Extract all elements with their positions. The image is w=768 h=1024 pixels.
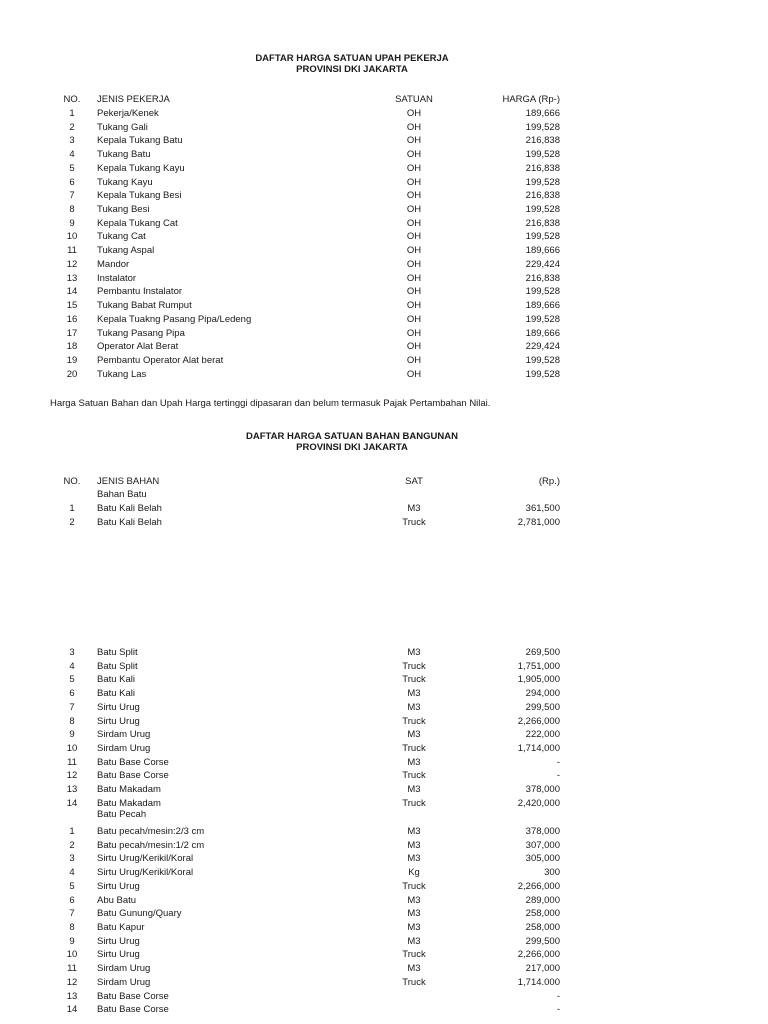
row-name: Instalator <box>97 272 137 284</box>
row-unit: M3 <box>407 963 421 975</box>
table-row <box>0 134 768 148</box>
row-name: Sirtu Urug/Kerikil/Koral <box>97 853 194 865</box>
row-no: 12 <box>66 770 78 782</box>
row-price: - <box>556 990 560 1002</box>
row-name: Sirdam Urug <box>97 976 151 988</box>
row-unit: Truck <box>402 797 426 809</box>
table-row <box>0 839 768 853</box>
group-label-bahan-batu: Bahan Batu <box>97 489 147 500</box>
row-unit: Truck <box>402 674 426 686</box>
section1-title <box>0 53 704 75</box>
row-price: 1,905,000 <box>517 674 560 686</box>
table-row <box>0 701 768 715</box>
row-name: Sirtu Urug <box>97 935 140 947</box>
row-unit: OH <box>406 286 422 298</box>
row-price: 300 <box>544 867 560 879</box>
row-price: 216,838 <box>525 162 560 174</box>
section2-title <box>0 431 704 453</box>
table-row <box>0 769 768 783</box>
row-no: 10 <box>66 949 78 961</box>
table-row <box>0 825 768 839</box>
row-name: Abu Batu <box>97 894 137 906</box>
row-unit: Truck <box>402 880 426 892</box>
section2-title-line2: PROVINSI DKI JAKARTA <box>296 442 408 453</box>
row-no: 5 <box>69 162 75 174</box>
row-unit: M3 <box>407 729 421 741</box>
row-price: 305,000 <box>525 853 560 865</box>
row-no: 18 <box>66 341 78 353</box>
row-price: 1,714.000 <box>517 976 560 988</box>
table-row <box>0 1003 768 1017</box>
row-name: Sirdam Urug <box>97 743 151 755</box>
row-name: Sirtu Urug/Kerikil/Koral <box>97 867 194 879</box>
row-unit: M3 <box>407 853 421 865</box>
row-name: Tukang Babat Rumput <box>97 300 192 312</box>
row-unit: OH <box>406 149 422 161</box>
row-name: Batu pecah/mesin:1/2 cm <box>97 839 205 851</box>
table-row <box>0 990 768 1004</box>
table-row <box>0 354 768 368</box>
row-no: 14 <box>66 286 78 298</box>
row-price: 269,500 <box>525 647 560 658</box>
row-name: Tukang Las <box>97 368 147 380</box>
row-no: 6 <box>69 688 75 700</box>
row-name: Sirdam Urug <box>97 729 151 741</box>
table-row <box>0 230 768 244</box>
row-unit: OH <box>406 121 422 133</box>
row-no: 7 <box>69 701 75 713</box>
header-unit: SATUAN <box>395 94 433 105</box>
row-no: 9 <box>69 935 75 947</box>
header-no: NO. <box>63 94 81 105</box>
row-no: 12 <box>66 976 78 988</box>
row-name: Pembantu Instalator <box>97 286 183 298</box>
row-price: 222,000 <box>525 729 560 741</box>
row-name: Batu Kali Belah <box>97 516 162 528</box>
table-row <box>0 894 768 908</box>
table-row <box>0 299 768 313</box>
row-unit: OH <box>406 354 422 366</box>
table-row <box>0 162 768 176</box>
row-no: 8 <box>69 715 75 727</box>
row-name: Batu Base Corse <box>97 1004 169 1016</box>
row-unit: M3 <box>407 908 421 920</box>
row-no: 3 <box>69 853 75 865</box>
row-no: 8 <box>69 922 75 934</box>
row-price: 199,528 <box>525 176 560 188</box>
table-row <box>0 189 768 203</box>
row-name: Batu Makadam <box>97 784 161 796</box>
table-row <box>0 783 768 797</box>
table-row <box>0 121 768 135</box>
row-name: Operator Alat Berat <box>97 341 179 353</box>
row-price: 216,838 <box>525 190 560 202</box>
table-row <box>0 852 768 866</box>
row-name: Batu Base Corse <box>97 756 169 768</box>
row-price: 189,666 <box>525 108 560 119</box>
row-no: 10 <box>66 231 78 243</box>
row-no: 13 <box>66 784 78 796</box>
section1-title-line1: DAFTAR HARGA SATUAN UPAH PEKERJA <box>255 53 449 64</box>
row-name: Tukang Besi <box>97 204 150 216</box>
row-name: Kepala Tukang Kayu <box>97 162 185 174</box>
table-row <box>0 976 768 990</box>
row-price: 229,424 <box>525 258 560 270</box>
row-no: 6 <box>69 894 75 906</box>
row-name: Kepala Tukang Besi <box>97 190 182 202</box>
section2-title-line1: DAFTAR HARGA SATUAN BAHAN BANGUNAN <box>246 431 458 442</box>
row-price: 294,000 <box>525 688 560 700</box>
row-no: 2 <box>69 516 75 528</box>
table-row <box>0 258 768 272</box>
header-name: JENIS BAHAN <box>97 476 160 487</box>
row-no: 12 <box>66 258 78 270</box>
row-unit: OH <box>406 217 422 229</box>
table-row <box>0 687 768 701</box>
table-row <box>0 646 768 660</box>
row-price: 2,781,000 <box>517 516 560 528</box>
row-name: Mandor <box>97 258 130 270</box>
row-price: 189,666 <box>525 327 560 339</box>
group-label-batu-pecah: Batu Pecah <box>97 809 147 820</box>
row-price: 199,528 <box>525 354 560 366</box>
table-row <box>0 962 768 976</box>
row-price: 2,420,000 <box>517 797 560 809</box>
row-no: 5 <box>69 674 75 686</box>
section1-header <box>0 93 768 107</box>
row-price: 189,666 <box>525 245 560 257</box>
row-price: 299,500 <box>525 701 560 713</box>
row-no: 2 <box>69 839 75 851</box>
row-name: Batu Split <box>97 660 138 672</box>
row-no: 1 <box>69 108 75 119</box>
table-row <box>0 880 768 894</box>
table-row <box>0 935 768 949</box>
row-no: 11 <box>67 963 77 975</box>
table-row <box>0 866 768 880</box>
row-unit: OH <box>406 108 422 119</box>
row-unit: OH <box>406 245 422 257</box>
row-no: 4 <box>69 867 75 879</box>
row-name: Batu pecah/mesin:2/3 cm <box>97 826 205 837</box>
row-name: Tukang Pasang Pipa <box>97 327 185 339</box>
row-unit: OH <box>406 300 422 312</box>
section1-title-line2: PROVINSI DKI JAKARTA <box>296 64 408 75</box>
row-no: 13 <box>66 990 78 1002</box>
row-unit: OH <box>406 176 422 188</box>
row-price: 199,528 <box>525 368 560 380</box>
row-price: 199,528 <box>525 313 560 325</box>
row-price: 229,424 <box>525 341 560 353</box>
row-no: 3 <box>69 647 75 658</box>
row-price: 199,528 <box>525 204 560 216</box>
row-no: 14 <box>66 1004 78 1016</box>
header-price: HARGA (Rp-) <box>502 94 560 105</box>
table-row <box>0 176 768 190</box>
row-no: 7 <box>69 908 75 920</box>
row-no: 11 <box>67 245 77 257</box>
row-unit: M3 <box>407 688 421 700</box>
row-unit: OH <box>406 135 422 147</box>
row-price: 199,528 <box>525 149 560 161</box>
row-name: Tukang Kayu <box>97 176 153 188</box>
row-name: Tukang Cat <box>97 231 146 243</box>
row-name: Sirtu Urug <box>97 701 140 713</box>
row-unit: Truck <box>402 743 426 755</box>
row-unit: M3 <box>407 839 421 851</box>
row-unit: M3 <box>407 784 421 796</box>
row-name: Tukang Gali <box>97 121 148 133</box>
row-price: 199,528 <box>525 286 560 298</box>
table-row <box>0 327 768 341</box>
table-row <box>0 244 768 258</box>
row-price: 189,666 <box>525 300 560 312</box>
table-row <box>0 313 768 327</box>
row-unit: M3 <box>407 701 421 713</box>
header-price: (Rp.) <box>538 476 560 487</box>
row-name: Batu Kapur <box>97 922 145 934</box>
row-price: 258,000 <box>525 922 560 934</box>
row-price: 1,751,000 <box>517 660 560 672</box>
table-row <box>0 148 768 162</box>
row-unit: OH <box>406 272 422 284</box>
row-name: Kepala Tukang Batu <box>97 135 183 147</box>
row-name: Sirtu Urug <box>97 949 140 961</box>
row-unit: OH <box>406 204 422 216</box>
row-price: 361,500 <box>525 503 560 514</box>
section2-header <box>0 475 768 489</box>
row-unit: OH <box>406 341 422 353</box>
row-name: Batu Kali Belah <box>97 503 162 514</box>
row-name: Kepala Tuakng Pasang Pipa/Ledeng <box>97 313 252 325</box>
row-name: Batu Split <box>97 647 138 658</box>
footnote: Harga Satuan Bahan dan Upah Harga tertinggi dipasaran dan belum termasuk Pajak Pertambahan Nilai. <box>50 398 491 409</box>
header-unit: SAT <box>405 476 423 487</box>
row-no: 2 <box>69 121 75 133</box>
row-name: Pekerja/Kenek <box>97 108 159 119</box>
row-no: 17 <box>66 327 78 339</box>
row-name: Batu Base Corse <box>97 770 169 782</box>
row-no: 5 <box>69 880 75 892</box>
row-name: Kepala Tukang Cat <box>97 217 178 229</box>
table-row <box>0 217 768 231</box>
row-price: 216,838 <box>525 217 560 229</box>
row-no: 7 <box>69 190 75 202</box>
row-no: 1 <box>69 503 75 514</box>
row-name: Tukang Aspal <box>97 245 155 257</box>
row-unit: OH <box>406 313 422 325</box>
row-no: 11 <box>67 756 77 768</box>
table-row <box>0 756 768 770</box>
table-row <box>0 948 768 962</box>
table-row <box>0 340 768 354</box>
row-price: 2,266,000 <box>517 949 560 961</box>
row-price: 289,000 <box>525 894 560 906</box>
row-unit: OH <box>406 162 422 174</box>
table-row <box>0 203 768 217</box>
row-unit: M3 <box>407 503 421 514</box>
row-name: Batu Base Corse <box>97 990 169 1002</box>
row-price: 378,000 <box>525 784 560 796</box>
table-row <box>0 907 768 921</box>
table-row <box>0 516 768 530</box>
row-unit: OH <box>406 327 422 339</box>
row-name: Sirtu Urug <box>97 880 140 892</box>
row-name: Batu Gunung/Quary <box>97 908 182 920</box>
row-unit: Truck <box>402 715 426 727</box>
row-unit: M3 <box>407 647 421 658</box>
row-no: 13 <box>66 272 78 284</box>
table-row <box>0 368 768 382</box>
table-row <box>0 673 768 687</box>
row-name: Pembantu Operator Alat berat <box>97 354 224 366</box>
table-row <box>0 728 768 742</box>
row-no: 3 <box>69 135 75 147</box>
row-name: Tukang Batu <box>97 149 151 161</box>
row-unit: M3 <box>407 894 421 906</box>
table-row <box>0 715 768 729</box>
table-row <box>0 285 768 299</box>
row-price: 199,528 <box>525 121 560 133</box>
table-row <box>0 742 768 756</box>
row-price: 1,714,000 <box>517 743 560 755</box>
table-row <box>0 660 768 674</box>
row-name: Batu Kali <box>97 674 136 686</box>
header-no: NO. <box>63 476 81 487</box>
row-no: 20 <box>66 368 78 380</box>
row-unit: M3 <box>407 935 421 947</box>
row-unit: M3 <box>407 826 421 837</box>
row-unit: M3 <box>407 756 421 768</box>
row-unit: OH <box>406 231 422 243</box>
table-row <box>0 502 768 516</box>
header-name: JENIS PEKERJA <box>97 94 170 105</box>
row-price: 307,000 <box>525 839 560 851</box>
row-name: Batu Makadam <box>97 797 161 809</box>
row-unit: Truck <box>402 976 426 988</box>
row-no: 9 <box>69 729 75 741</box>
row-unit: Truck <box>402 516 426 528</box>
table-row <box>0 272 768 286</box>
row-no: 15 <box>66 300 78 312</box>
row-unit: Truck <box>402 660 426 672</box>
row-no: 16 <box>66 313 78 325</box>
row-no: 6 <box>69 176 75 188</box>
row-price: 2,266,000 <box>517 880 560 892</box>
row-no: 4 <box>69 149 75 161</box>
row-price: 199,528 <box>525 231 560 243</box>
row-name: Sirdam Urug <box>97 963 151 975</box>
table-row <box>0 921 768 935</box>
row-price: - <box>556 756 560 768</box>
row-unit: Kg <box>408 867 420 879</box>
row-price: 299,500 <box>525 935 560 947</box>
row-no: 10 <box>66 743 78 755</box>
row-unit: M3 <box>407 922 421 934</box>
row-price: - <box>556 1004 560 1016</box>
row-price: 378,000 <box>525 826 560 837</box>
row-price: - <box>556 770 560 782</box>
row-price: 258,000 <box>525 908 560 920</box>
row-unit: OH <box>406 258 422 270</box>
row-name: Batu Kali <box>97 688 136 700</box>
row-price: 2,266,000 <box>517 715 560 727</box>
row-unit: OH <box>406 368 422 380</box>
row-unit: Truck <box>402 949 426 961</box>
row-no: 1 <box>69 826 75 837</box>
row-no: 9 <box>69 217 75 229</box>
row-price: 216,838 <box>525 135 560 147</box>
row-unit: Truck <box>402 770 426 782</box>
row-price: 217,000 <box>525 963 560 975</box>
row-no: 19 <box>66 354 78 366</box>
row-price: 216,838 <box>525 272 560 284</box>
row-no: 8 <box>69 204 75 216</box>
row-no: 14 <box>66 797 78 809</box>
table-row <box>0 107 768 121</box>
row-no: 4 <box>69 660 75 672</box>
row-name: Sirtu Urug <box>97 715 140 727</box>
row-unit: OH <box>406 190 422 202</box>
